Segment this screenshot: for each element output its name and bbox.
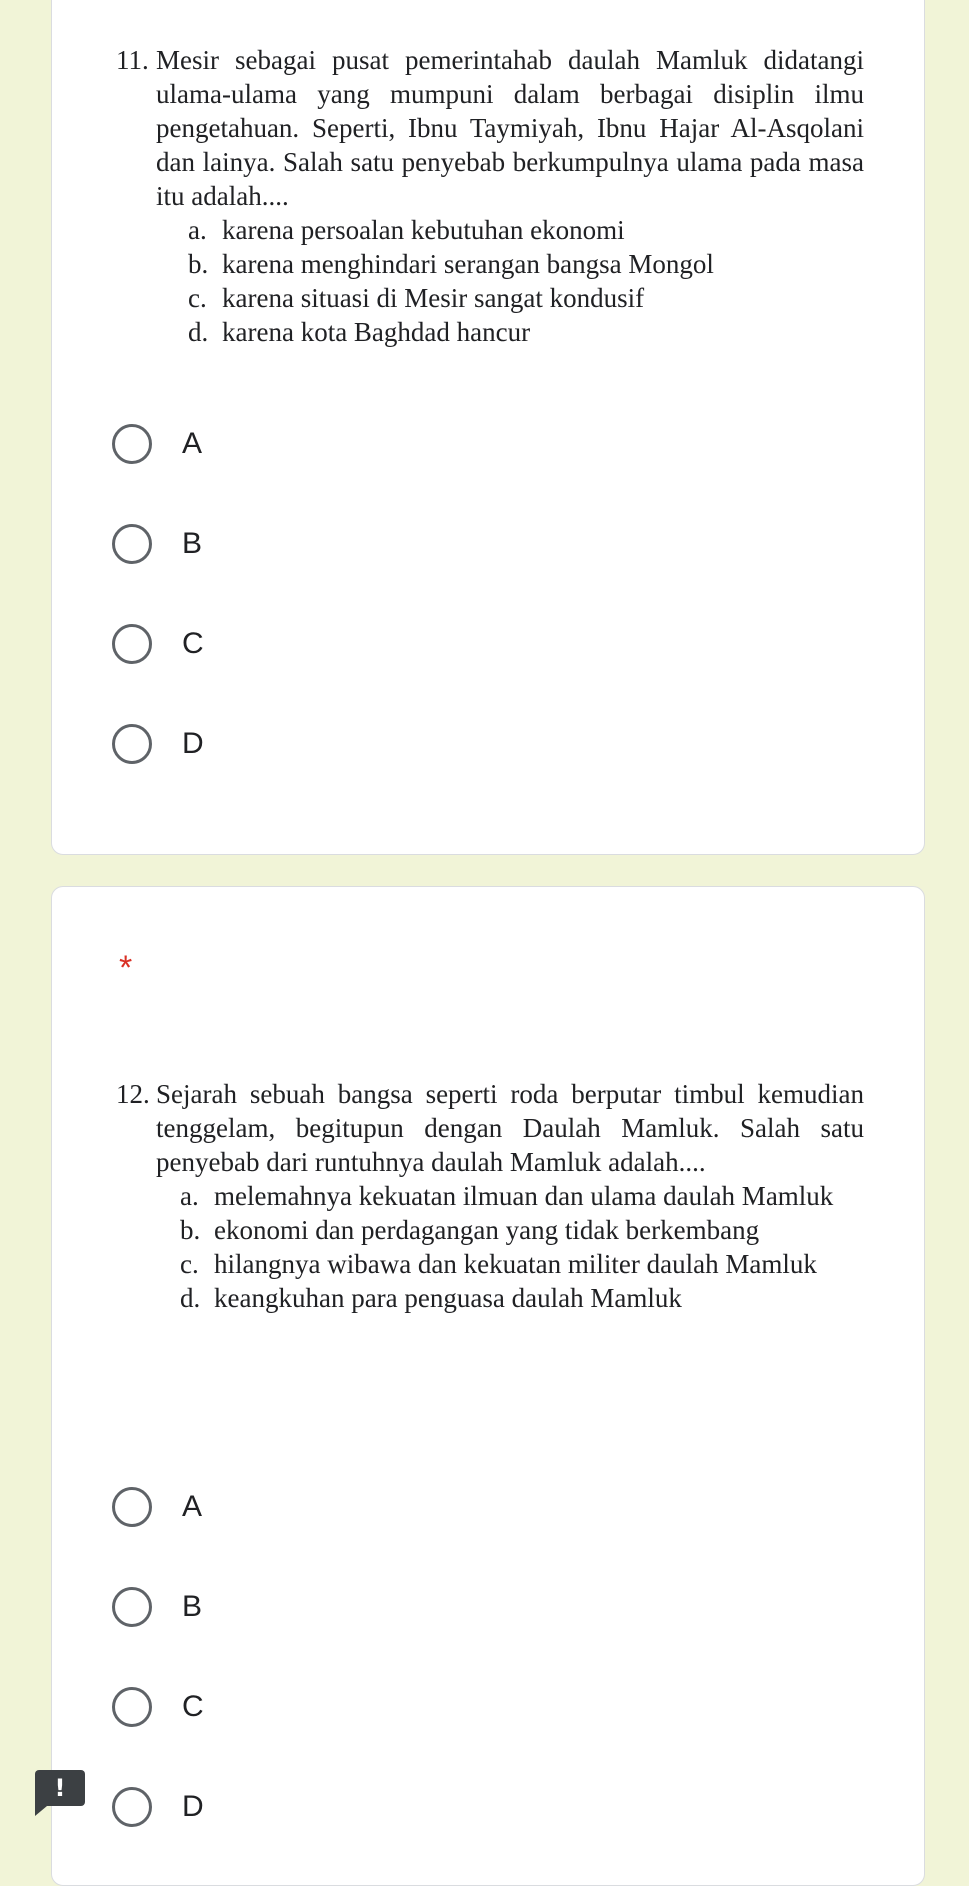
question-card-11 xyxy=(51,0,925,855)
option-letter: c. xyxy=(188,283,207,313)
option-text: karena persoalan kebutuhan ekonomi xyxy=(222,215,625,245)
radio-button[interactable] xyxy=(112,1487,152,1527)
answer-key-item xyxy=(188,281,864,315)
option-text: karena kota Baghdad hancur xyxy=(222,317,531,347)
radio-label: C xyxy=(182,627,204,660)
radio-button[interactable] xyxy=(112,1587,152,1627)
option-letter: b. xyxy=(188,249,209,279)
radio-label: D xyxy=(182,727,204,760)
radio-button[interactable] xyxy=(112,724,152,764)
feedback-flag-icon[interactable] xyxy=(35,1770,85,1806)
radio-option-b[interactable] xyxy=(112,1577,202,1637)
option-text: melemahnya kekuatan ilmuan dan ulama daulah Mamluk xyxy=(214,1181,834,1211)
radio-label: A xyxy=(182,427,203,460)
radio-option-b[interactable] xyxy=(112,514,202,574)
question-number: 12. xyxy=(116,1079,150,1109)
answer-key-list xyxy=(188,213,864,349)
answer-key-item xyxy=(180,1247,864,1281)
option-text: hilangnya wibawa dan kekuatan militer daulah Mamluk xyxy=(214,1249,817,1279)
option-letter: d. xyxy=(180,1283,201,1313)
option-letter: b. xyxy=(180,1215,201,1245)
radio-label: B xyxy=(182,527,203,560)
answer-key-item xyxy=(180,1179,864,1213)
option-text: karena situasi di Mesir sangat kondusif xyxy=(222,283,645,313)
radio-button[interactable] xyxy=(112,524,152,564)
question-text: Mesir sebagai pusat pemerintahab daulah Mamluk didatangi ulama-ulama yang mumpuni dalam berbagai disiplin ilmu pengetahuan. Seperti, Ibnu Taymiyah, Ibnu Hajar Al-Asqolani dan lainya. Salah satu penyebab berkumpulnya ulama pada masa itu adalah.... xyxy=(156,45,864,211)
radio-option-a[interactable] xyxy=(112,414,202,474)
question-text: Sejarah sebuah bangsa seperti roda berputar timbul kemudian tenggelam, begitupun dengan Daulah Mamluk. Salah satu penyebab dari runtuhnya daulah Mamluk adalah.... xyxy=(156,1079,864,1177)
option-letter: a. xyxy=(180,1181,199,1211)
answer-key-list xyxy=(180,1179,864,1315)
answer-key-item xyxy=(188,247,864,281)
radio-option-c[interactable] xyxy=(112,614,204,674)
option-text: ekonomi dan perdagangan yang tidak berkembang xyxy=(214,1215,760,1245)
option-letter: d. xyxy=(188,317,209,347)
required-asterisk: * xyxy=(119,949,133,987)
answer-key-item xyxy=(188,315,864,349)
answer-key-item xyxy=(180,1213,864,1247)
answer-key-item xyxy=(188,213,864,247)
radio-button[interactable] xyxy=(112,1687,152,1727)
option-text: keangkuhan para penguasa daulah Mamluk xyxy=(214,1283,682,1313)
radio-option-d[interactable] xyxy=(112,714,204,774)
radio-option-d[interactable] xyxy=(112,1777,204,1837)
option-letter: c. xyxy=(180,1249,199,1279)
question-card-12 xyxy=(51,886,925,1886)
radio-button[interactable] xyxy=(112,424,152,464)
option-letter: a. xyxy=(188,215,207,245)
radio-label: D xyxy=(182,1790,204,1823)
radio-label: C xyxy=(182,1690,204,1723)
question-12-block xyxy=(116,1077,864,1315)
radio-button[interactable] xyxy=(112,624,152,664)
radio-label: B xyxy=(182,1590,203,1623)
radio-label: A xyxy=(182,1490,203,1523)
radio-button[interactable] xyxy=(112,1787,152,1827)
exclamation-icon: ! xyxy=(54,1774,66,1802)
question-number: 11. xyxy=(116,45,149,75)
question-11-block xyxy=(116,43,864,349)
radio-option-a[interactable] xyxy=(112,1477,202,1537)
option-text: karena menghindari serangan bangsa Mongol xyxy=(222,249,714,279)
radio-option-c[interactable] xyxy=(112,1677,204,1737)
answer-key-item xyxy=(180,1281,864,1315)
